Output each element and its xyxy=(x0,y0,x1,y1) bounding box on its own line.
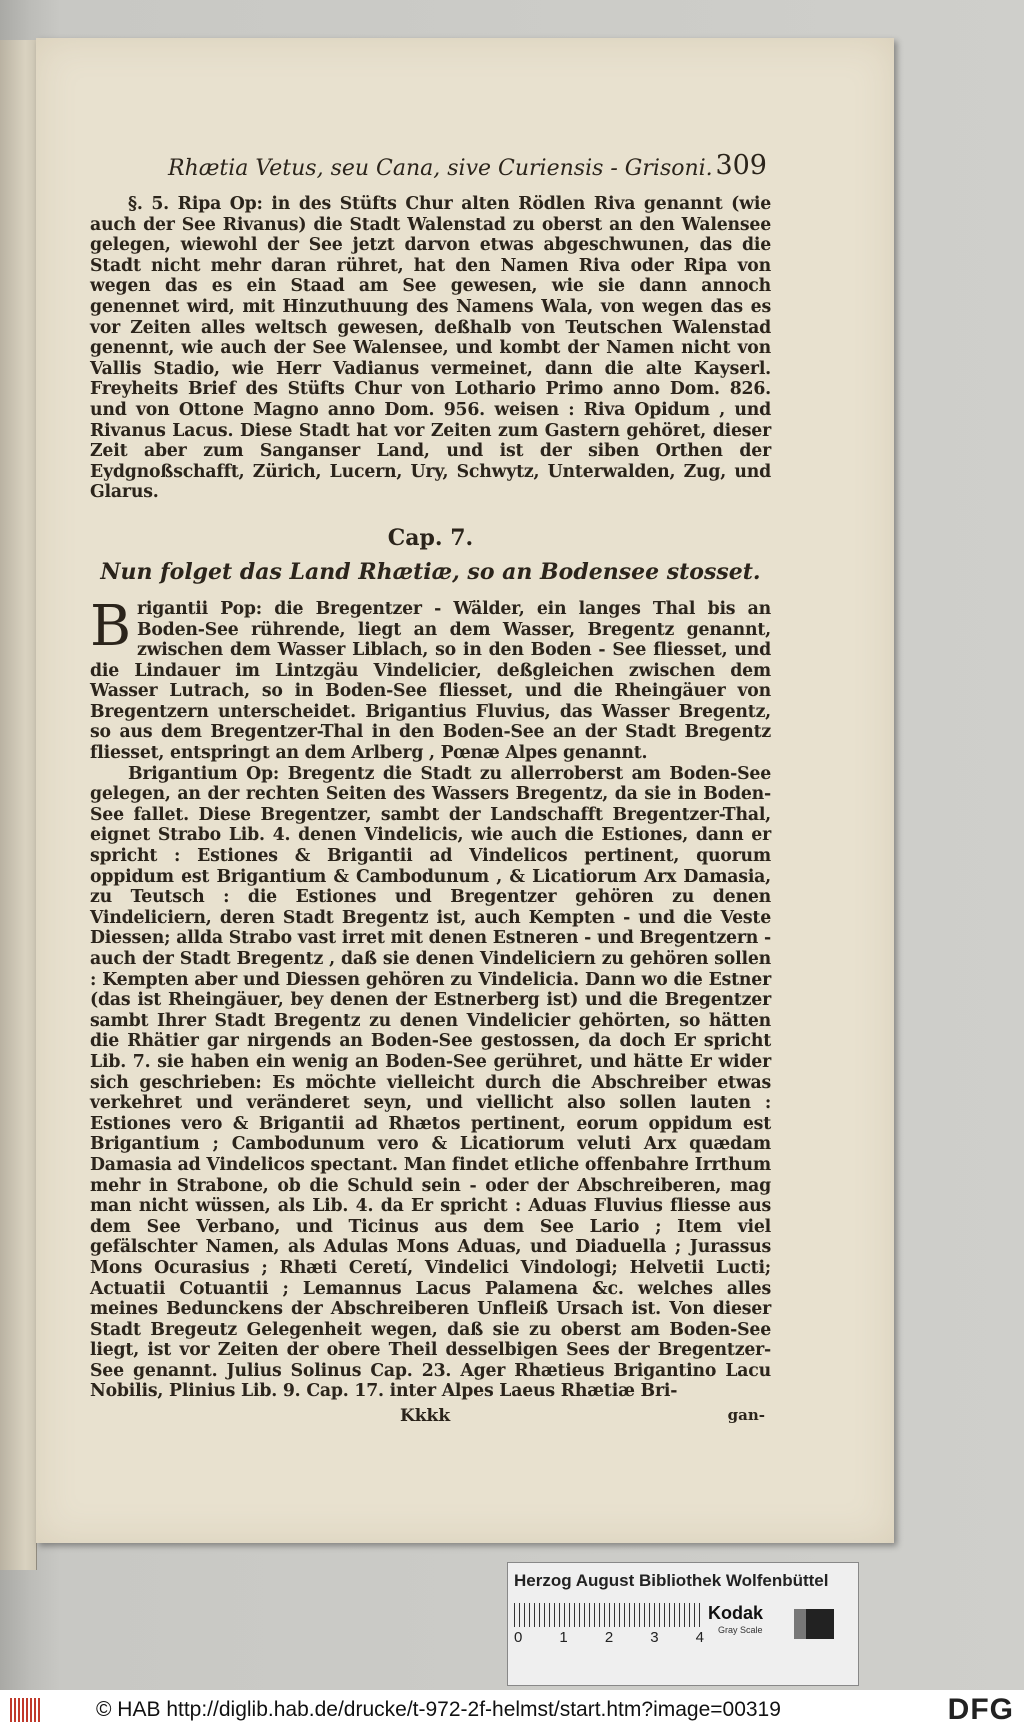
drop-cap: B xyxy=(90,593,131,659)
page-number: 309 xyxy=(715,150,767,181)
chapter-heading: Cap. 7. xyxy=(387,524,474,551)
book-page xyxy=(36,38,894,1543)
page-text-block xyxy=(90,150,771,1432)
black-patch xyxy=(806,1609,834,1639)
credit-link[interactable]: © HAB http://diglib.hab.de/drucke/t-972-2f-helmst/start.htm?image=00319 xyxy=(96,1698,781,1721)
hab-logo-icon xyxy=(10,1698,40,1722)
scale-number: 3 xyxy=(650,1629,659,1646)
chapter-subtitle: Nun folget das Land Rhætiæ, so an Bodensee stosset. xyxy=(100,558,761,585)
scale-numbers xyxy=(514,1629,704,1646)
signature-mark: Kkkk xyxy=(400,1406,451,1427)
running-head xyxy=(90,150,771,194)
scale-number: 0 xyxy=(514,1629,523,1646)
paragraph-section-5: §. 5. Ripa Op: in des Stüfts Chur alten Rödlen Riva genannt (wie auch der See Rivanus) die Stadt Walenstad zu oberst an den Walensee gelegen, wiewohl der See jetzt darvon etwas abgeschwunen, das die Stadt nicht mehr daran rühret, hat den Namen Riva oder Ripa von wegen das es ein Staad am See gewesen, wie sie dann annoch genennet wird, mit Hinzuthuung des Namens Wala, von wegen das es vor Zeiten alles weltsch gewesen, deßhalb von Teutschen Walenstad genennt, wie auch der See Walensee, und kombt der Namen nicht von Vallis Stadio, wie Herr Vadianus vermeinet, dann die alte Kayserl. Freyheits Brief des Stüfts Chur von Lothario Primo anno Dom. 826. und von Ottone Magno anno Dom. 956. weisen : Riva Opidum , und Rivanus Lacus. Diese Stadt hat vor Zeiten zum Gastern gehöret, dieser Zeit aber zum Sanganser Land, und ist der siben Orthen der Eydgnoßschafft, Zürich, Lucern, Ury, Schwytz, Unterwalden, Zug, und Glarus. xyxy=(90,194,771,503)
gray-patch xyxy=(794,1609,806,1639)
scale-ruler xyxy=(514,1603,704,1627)
paragraph-brigantii xyxy=(90,593,771,764)
scale-number: 2 xyxy=(604,1629,614,1646)
viewer-footer xyxy=(0,1690,1024,1730)
dfg-logo: DFG xyxy=(947,1693,1014,1726)
paragraph-brigantium: Brigantium Op: Bregentz die Stadt zu allerroberst am Boden-See gelegen, an der rechten Seiten des Wassers Bregentz, da sie in Boden-See fallet. Diese Bregentzer, sambt der Landschafft Bregentzer-Thal, eignet Strabo Lib. 4. denen Vindelicis, wie auch die Estiones, dann er spricht : Estiones & Brigantii ad Vindelicos pertinent, quorum oppidum est Brigantium & Cambodunum , & Licatiorum Arx Damasia, zu Teutsch : die Estiones und Bregentzer gehören zu denen Vindeliciern, deren Stadt Bregentz ist, auch Kempten - und die Veste Diessen; allda Strabo vast irret mit denen Estneren - und Bregentzern - auch der Stadt Bregentz , daß sie denen Vindeliciern zu gehören sollen : Kempten aber und Diessen gehören zu Vindelicia. Dann wo die Estner (das ist Rheingäuer, bey denen der Estnerberg ist) und die Bregentzer sambt Ihrer Stadt Bregentz zu denen Vindelicier gehörten, so hätten die Rhätier gar nirgends an Boden-See gestossen, da doch Er spricht Lib. 7. sie haben ein wenig an Boden-See gerühret, und hätte Er wider sich geschrieben: Es möchte vielleicht durch die Abschreiber etwas verkehret und veränderet seyn, und viellicht also sollen lauten : Estiones vero & Brigantii ad Rhætos pertinent, eorum oppidum est Brigantium ; Cambodunum vero & Licatiorum veluti Arx quædam Damasia ad Vindelicos spectant. Man findet etliche offenbahre Irrthum mehr in Strabone, ob die Schuld sein - oder der Abschreiberen, mag man nicht wüssen, als Lib. 4. da Er spricht : Aduas Fluvius fliesse aus dem See Verbano, und Ticinus aus dem See Lario ; Item viel gefälschter Namen, als Adulas Mons Aduas, und Diaduella ; Jurassus Mons Ocurasius ; Rhæti Ceretí, Vindelici Vindologi; Helvetii Lucti; Actuatii Cotuantii ; Lemannus Lacus Palamena &c. welches alles meines Bedunckens der Abschreiberen Unfleiß Ursach ist. Von dieser Stadt Bregeutz Gelegenheit wegen, daß sie zu oberst am Boden-See liegt, ist vor Zeiten der obere Theil desselbigen Sees der Bregentzer-See genannt. Julius Solinus Cap. 23. Ager Rhætieus Brigantino Lacu Nobilis, Plinius Lib. 9. Cap. 17. inter Alpes Laeus Rhætiæ Bri- xyxy=(90,763,771,1402)
kodak-logo: Kodak xyxy=(708,1603,764,1623)
paragraph-brigantii-text: rigantii Pop: die Bregentzer - Wälder, ein langes Thal bis an Boden-See rührende, liegt an dem Wasser, Bregentz genannt, zwischen dem Wasser Liblach, so in den Boden - See fliesset, und die Lindauer im Lintzgäu Vindelicier, deßgleichen zwischen dem Wasser Lutrach, so in Boden-See fliesset, und die Rheingäuer von Bregentzern unterscheidet. Brigantius Fluvius, das Wasser Bregentz, so aus dem Bregentzer-Thal in den Boden-See an der Stadt Bregentz fliesset, entspringt an dem Arlberg , Pœnæ Alpes genannt. xyxy=(90,598,771,764)
scale-number: 4 xyxy=(695,1629,704,1646)
color-reference-strip xyxy=(507,1562,859,1686)
running-title: Rhætia Vetus, seu Cana, sive Curiensis - Grisoni. xyxy=(168,156,713,181)
gray-scale-label: Gray Scale xyxy=(718,1625,763,1635)
catchword: gan- xyxy=(727,1406,765,1425)
library-label: Herzog August Bibliothek Wolfenbüttel xyxy=(514,1571,829,1590)
page-footer-line xyxy=(90,1406,771,1432)
facing-page-edge xyxy=(0,40,37,1570)
scale-number: 1 xyxy=(559,1629,568,1646)
